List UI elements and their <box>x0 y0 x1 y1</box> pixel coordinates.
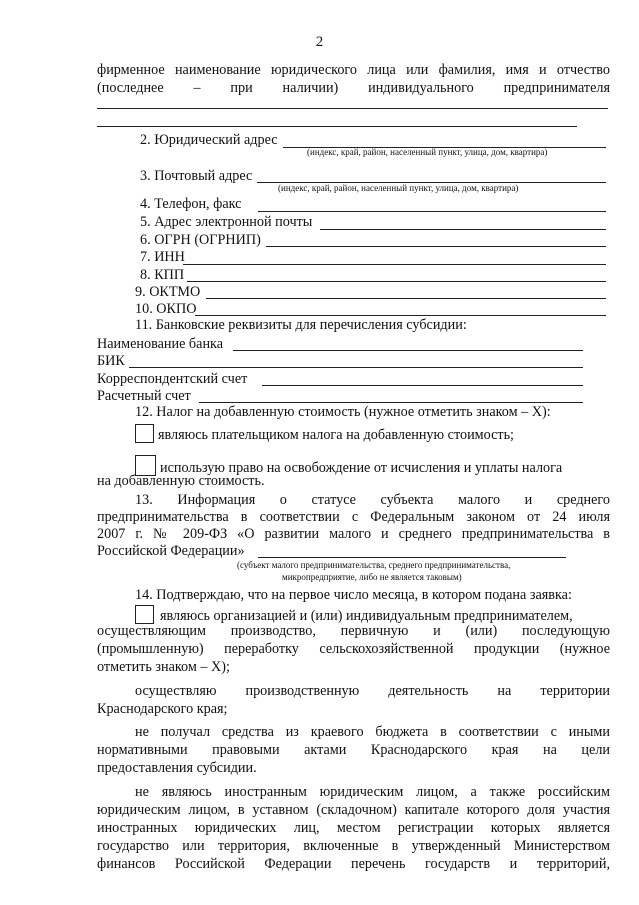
confirm-p3-line-1: не получал средства из краевого бюджета в соответствии с иными <box>135 724 610 740</box>
intro-line-1: фирменное наименование юридического лица или фамилия, имя и отчество <box>97 62 610 78</box>
bank-name-field[interactable] <box>233 350 583 351</box>
inn-label: 7. ИНН <box>140 249 185 265</box>
status-line-1: 13. Информация о статусе субъекта малого и среднего <box>135 492 610 508</box>
status-line-4: Российской Федерации» <box>97 543 245 559</box>
vat-option-payer-text: являюсь плательщиком налога на добавленную стоимость; <box>158 427 515 443</box>
corr-account-field[interactable] <box>262 385 583 386</box>
confirm-p1-line-2: осуществляющим производство, первичную и (или) последующую <box>97 623 610 639</box>
bank-name-label: Наименование банка <box>97 336 224 352</box>
legal-address-label: 2. Юридический адрес <box>140 132 278 148</box>
oktmo-label: 9. ОКТМО <box>135 284 201 300</box>
vat-option-exempt-text: использую право на освобождение от исчисления и уплаты налога <box>160 460 563 476</box>
confirm-p2-line-2: Краснодарского края; <box>97 701 228 717</box>
confirm-p4-line-3: иностранных юридических лиц, местом регистрации которых является <box>97 820 610 836</box>
vat-payer-checkbox[interactable] <box>135 424 154 443</box>
current-account-field[interactable] <box>199 402 583 403</box>
confirm-p1-line-3: (промышленную) переработку сельскохозяйственной продукции (нужное <box>97 641 610 657</box>
okpo-field[interactable] <box>195 315 606 316</box>
phone-fax-label: 4. Телефон, факс <box>140 196 242 212</box>
status-line-2: предпринимательства в соответствии с Федеральным законом от 24 июля <box>97 509 610 525</box>
kpp-label: 8. КПП <box>140 267 185 283</box>
kpp-field[interactable] <box>187 281 606 282</box>
ogrn-field[interactable] <box>266 246 606 247</box>
current-account-label: Расчетный счет <box>97 388 191 404</box>
confirm-p3-line-3: предоставления субсидии. <box>97 760 257 776</box>
bank-heading: 11. Банковские реквизиты для перечисления субсидии: <box>135 317 467 333</box>
postal-address-hint: (индекс, край, район, населенный пункт, улица, дом, квартира) <box>278 183 519 193</box>
oktmo-field[interactable] <box>206 298 606 299</box>
confirm-p1-line-1: являюсь организацией и (или) индивидуальным предпринимателем, <box>160 608 573 624</box>
phone-fax-field[interactable] <box>258 211 606 212</box>
status-field[interactable] <box>258 557 566 558</box>
confirm-p4-line-1: не являюсь иностранным юридическим лицом, а также российским <box>135 784 610 800</box>
corr-account-label: Корреспондентский счет <box>97 371 248 387</box>
confirm-heading: 14. Подтверждаю, что на первое число месяца, в котором подана заявка: <box>135 587 572 603</box>
confirm-p4-line-2: юридическим лицом, в уставном (складочном) капитале которого доля участия <box>97 802 610 818</box>
name-blank-line-1[interactable] <box>97 108 608 109</box>
email-label: 5. Адрес электронной почты <box>140 214 313 230</box>
confirm-p1-line-4: отметить знаком – Х); <box>97 659 230 675</box>
confirm-producer-checkbox[interactable] <box>135 605 154 624</box>
intro-line-2: (последнее – при наличии) индивидуального предпринимателя <box>97 80 610 96</box>
status-hint-1: (субъект малого предпринимательства, среднего предпринимательства, <box>237 560 511 570</box>
name-blank-line-2[interactable] <box>97 126 577 127</box>
vat-heading: 12. Налог на добавленную стоимость (нужное отметить знаком – Х): <box>135 404 551 420</box>
postal-address-label: 3. Почтовый адрес <box>140 168 253 184</box>
legal-address-hint: (индекс, край, район, населенный пункт, улица, дом, квартира) <box>307 147 548 157</box>
confirm-p4-line-4: государство или территория, включенные в утвержденный Министерством <box>97 838 610 854</box>
confirm-p4-line-5: финансов Российской Федерации перечень государств и территорий, <box>97 856 610 872</box>
ogrn-label: 6. ОГРН (ОГРНИП) <box>140 232 261 248</box>
inn-field[interactable] <box>183 264 606 265</box>
page-number: 2 <box>315 34 324 50</box>
email-field[interactable] <box>320 229 606 230</box>
vat-option-payer <box>135 424 514 444</box>
status-hint-2: микропредприятие, либо не является таковым) <box>282 572 462 582</box>
vat-option-exempt-line-2: на добавленную стоимость. <box>97 473 265 489</box>
bik-field[interactable] <box>129 367 583 368</box>
confirm-p2-line-1: осуществляю производственную деятельность на территории <box>135 683 610 699</box>
bik-label: БИК <box>97 353 125 369</box>
confirm-p3-line-2: нормативными правовыми актами Краснодарского края на цели <box>97 742 610 758</box>
status-line-3: 2007 г. № 209-ФЗ «О развитии малого и среднего предпринимательства в <box>97 526 610 542</box>
okpo-label: 10. ОКПО <box>135 301 197 317</box>
